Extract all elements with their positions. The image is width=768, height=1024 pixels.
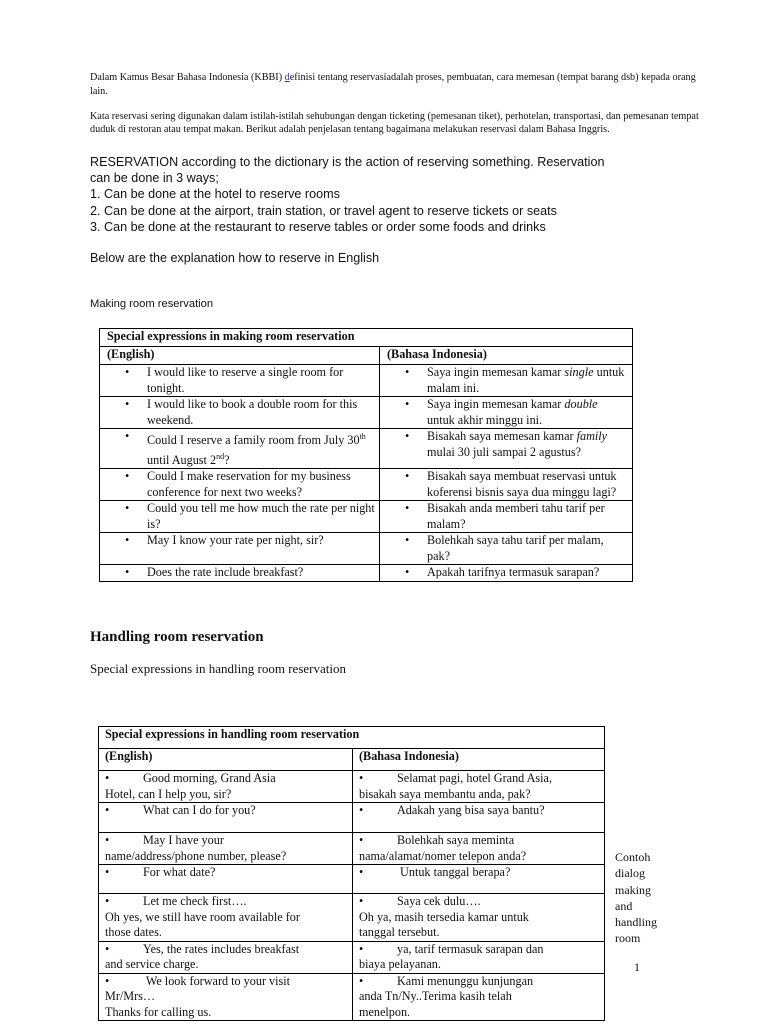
bullet-icon: • [405, 469, 410, 484]
table-row [100, 533, 633, 565]
table-row [100, 565, 633, 582]
bullet-icon: • [105, 833, 110, 847]
bullet-icon: • [359, 973, 364, 988]
bullet-icon: • [105, 771, 110, 785]
bullet-icon: • [405, 397, 410, 411]
bullet-icon: • [125, 365, 130, 379]
column-header-english: (English) [99, 749, 353, 771]
indonesian-expression: Apakah tarifnya termasuk sarapan? [427, 565, 600, 580]
bullet-icon: • [105, 803, 110, 817]
bullet-icon: • [125, 565, 130, 580]
bullet-icon: • [405, 565, 410, 580]
english-expression: May I know your rate per night, sir? [147, 533, 324, 548]
bullet-icon: • [125, 533, 130, 548]
bullet-icon: • [405, 501, 410, 516]
table-title: Special expressions in handling room reservation [99, 727, 605, 749]
indonesian-expression: Saya ingin memesan kamar double untuk akhir minggu ini. [427, 397, 598, 427]
definition-link[interactable]: d [284, 72, 290, 83]
english-expression: I would like to book a double room for this weekend. [147, 397, 358, 427]
english-expression: • May I have your name/address/phone number, please? [99, 833, 353, 865]
english-expression: • Yes, the rates includes breakfast and service charge. [99, 941, 353, 973]
bullet-icon: • [125, 397, 130, 411]
kbbi-text-rest: efinisi tentang reservasiadalah proses, pembuatan, cara memesan (tempat barang dsb) kepada orang lain. [90, 72, 696, 97]
bullet-icon: • [359, 803, 364, 817]
intro-line: RESERVATION according to the dictionary is the action of reserving something. Reservation [90, 155, 605, 169]
indonesian-expression: • Bolehkah saya meminta nama/alamat/nomer telepon anda? [353, 833, 605, 865]
table-row [99, 941, 605, 973]
bullet-icon: • [359, 833, 364, 847]
table-row [100, 469, 633, 501]
indonesian-expression: Bolehkah saya tahu tarif per malam, pak? [427, 533, 604, 563]
english-expression: • What can I do for you? [99, 803, 353, 833]
table-row [99, 894, 605, 942]
table-row [100, 365, 633, 397]
english-expression: Does the rate include breakfast? [147, 565, 304, 580]
english-expression: Could I reserve a family room from July 30th until August 2nd? [147, 432, 366, 467]
table-row [100, 501, 633, 533]
handling-reservation-heading: Handling room reservation [90, 629, 264, 645]
bullet-icon: • [105, 865, 110, 879]
making-reservation-heading: Making room reservation [90, 298, 214, 310]
table-row [99, 803, 605, 833]
bullet-icon: • [359, 865, 364, 879]
bullet-icon: • [359, 894, 364, 908]
bullet-icon: • [125, 501, 130, 516]
bullet-icon: • [405, 365, 410, 379]
table-row [99, 771, 605, 803]
explanation-line: Below are the explanation how to reserve in English [90, 251, 380, 265]
intro-list-item: 2. Can be done at the airport, train station, or travel agent to reserve tickets or seats [90, 203, 557, 218]
reservation-usage-paragraph: Kata reservasi sering digunakan dalam istilah-istilah sehubungan dengan ticketing (pemesanan tiket), perhotelan, transportasi, dan pemesanan tempat duduk di restoran atau tempat makan. Berikut adalah penjelasan tentang bagaimana melakukan reservasi dalam Bahasa Inggris. [90, 111, 699, 135]
bullet-icon: • [105, 894, 110, 908]
indonesian-expression: Bisakah anda memberi tahu tarif per malam? [427, 501, 605, 531]
intro-line: can be done in 3 ways; [90, 171, 219, 186]
english-expression: • Good morning, Grand Asia Hotel, can I help you, sir? [99, 771, 353, 803]
english-expression: • For what date? [99, 865, 353, 894]
bullet-icon: • [405, 429, 410, 443]
indonesian-expression: Bisakah saya memesan kamar family mulai 30 juli sampai 2 agustus? [427, 429, 608, 459]
english-expression: • Let me check first…. Oh yes, we still have room available for those dates. [99, 894, 353, 942]
intro-list-item: 3. Can be done at the restaurant to reserve tables or order some foods and drinks [90, 219, 546, 234]
english-expression: • We look forward to your visit Mr/Mrs… Thanks for calling us. [99, 973, 353, 1021]
handling-reservation-table [98, 726, 605, 1021]
bullet-icon: • [125, 429, 130, 443]
making-reservation-table [99, 328, 633, 582]
side-note: Contoh dialog making and handling room [615, 850, 657, 946]
table-row [100, 397, 633, 429]
indonesian-expression: Saya ingin memesan kamar single untuk malam ini. [427, 365, 625, 395]
reservation-intro [90, 154, 650, 235]
table-row [99, 973, 605, 1021]
intro-list-item: 1. Can be done at the hotel to reserve rooms [90, 187, 340, 202]
bullet-icon: • [405, 533, 410, 548]
bullet-icon: • [125, 469, 130, 484]
table-row [99, 865, 605, 894]
table-title: Special expressions in making room reservation [100, 329, 633, 347]
kbbi-text: Dalam Kamus Besar Bahasa Indonesia (KBBI) [90, 72, 285, 83]
english-expression: I would like to reserve a single room for tonight. [147, 365, 344, 395]
indonesian-expression: • Saya cek dulu…. Oh ya, masih tersedia kamar untuk tanggal tersebut. [353, 894, 605, 942]
indonesian-expression: Bisakah saya membuat reservasi untuk koferensi bisnis saya dua minggu lagi? [427, 469, 617, 499]
indonesian-expression: • Untuk tanggal berapa? [353, 865, 605, 894]
english-expression: Could I make reservation for my business conference for next two weeks? [147, 469, 351, 499]
table-row [100, 429, 633, 469]
bullet-icon: • [105, 941, 110, 956]
kbbi-paragraph [90, 71, 710, 99]
bullet-icon: • [105, 973, 110, 988]
column-header-english: (English) [100, 347, 380, 365]
english-expression: Could you tell me how much the rate per night is? [147, 501, 375, 531]
table-row [99, 833, 605, 865]
column-header-indonesian: (Bahasa Indonesia) [380, 347, 633, 365]
indonesian-expression: • Adakah yang bisa saya bantu? [353, 803, 605, 833]
bullet-icon: • [359, 941, 364, 956]
indonesian-expression: • ya, tarif termasuk sarapan dan biaya pelayanan. [353, 941, 605, 973]
column-header-indonesian: (Bahasa Indonesia) [353, 749, 605, 771]
bullet-icon: • [359, 771, 364, 785]
handling-subheading: Special expressions in handling room reservation [90, 661, 346, 676]
indonesian-expression: • Kami menunggu kunjungan anda Tn/Ny..Terima kasih telah menelpon. [353, 973, 605, 1021]
page-number: 1 [634, 960, 640, 974]
indonesian-expression: • Selamat pagi, hotel Grand Asia, bisakah saya membantu anda, pak? [353, 771, 605, 803]
